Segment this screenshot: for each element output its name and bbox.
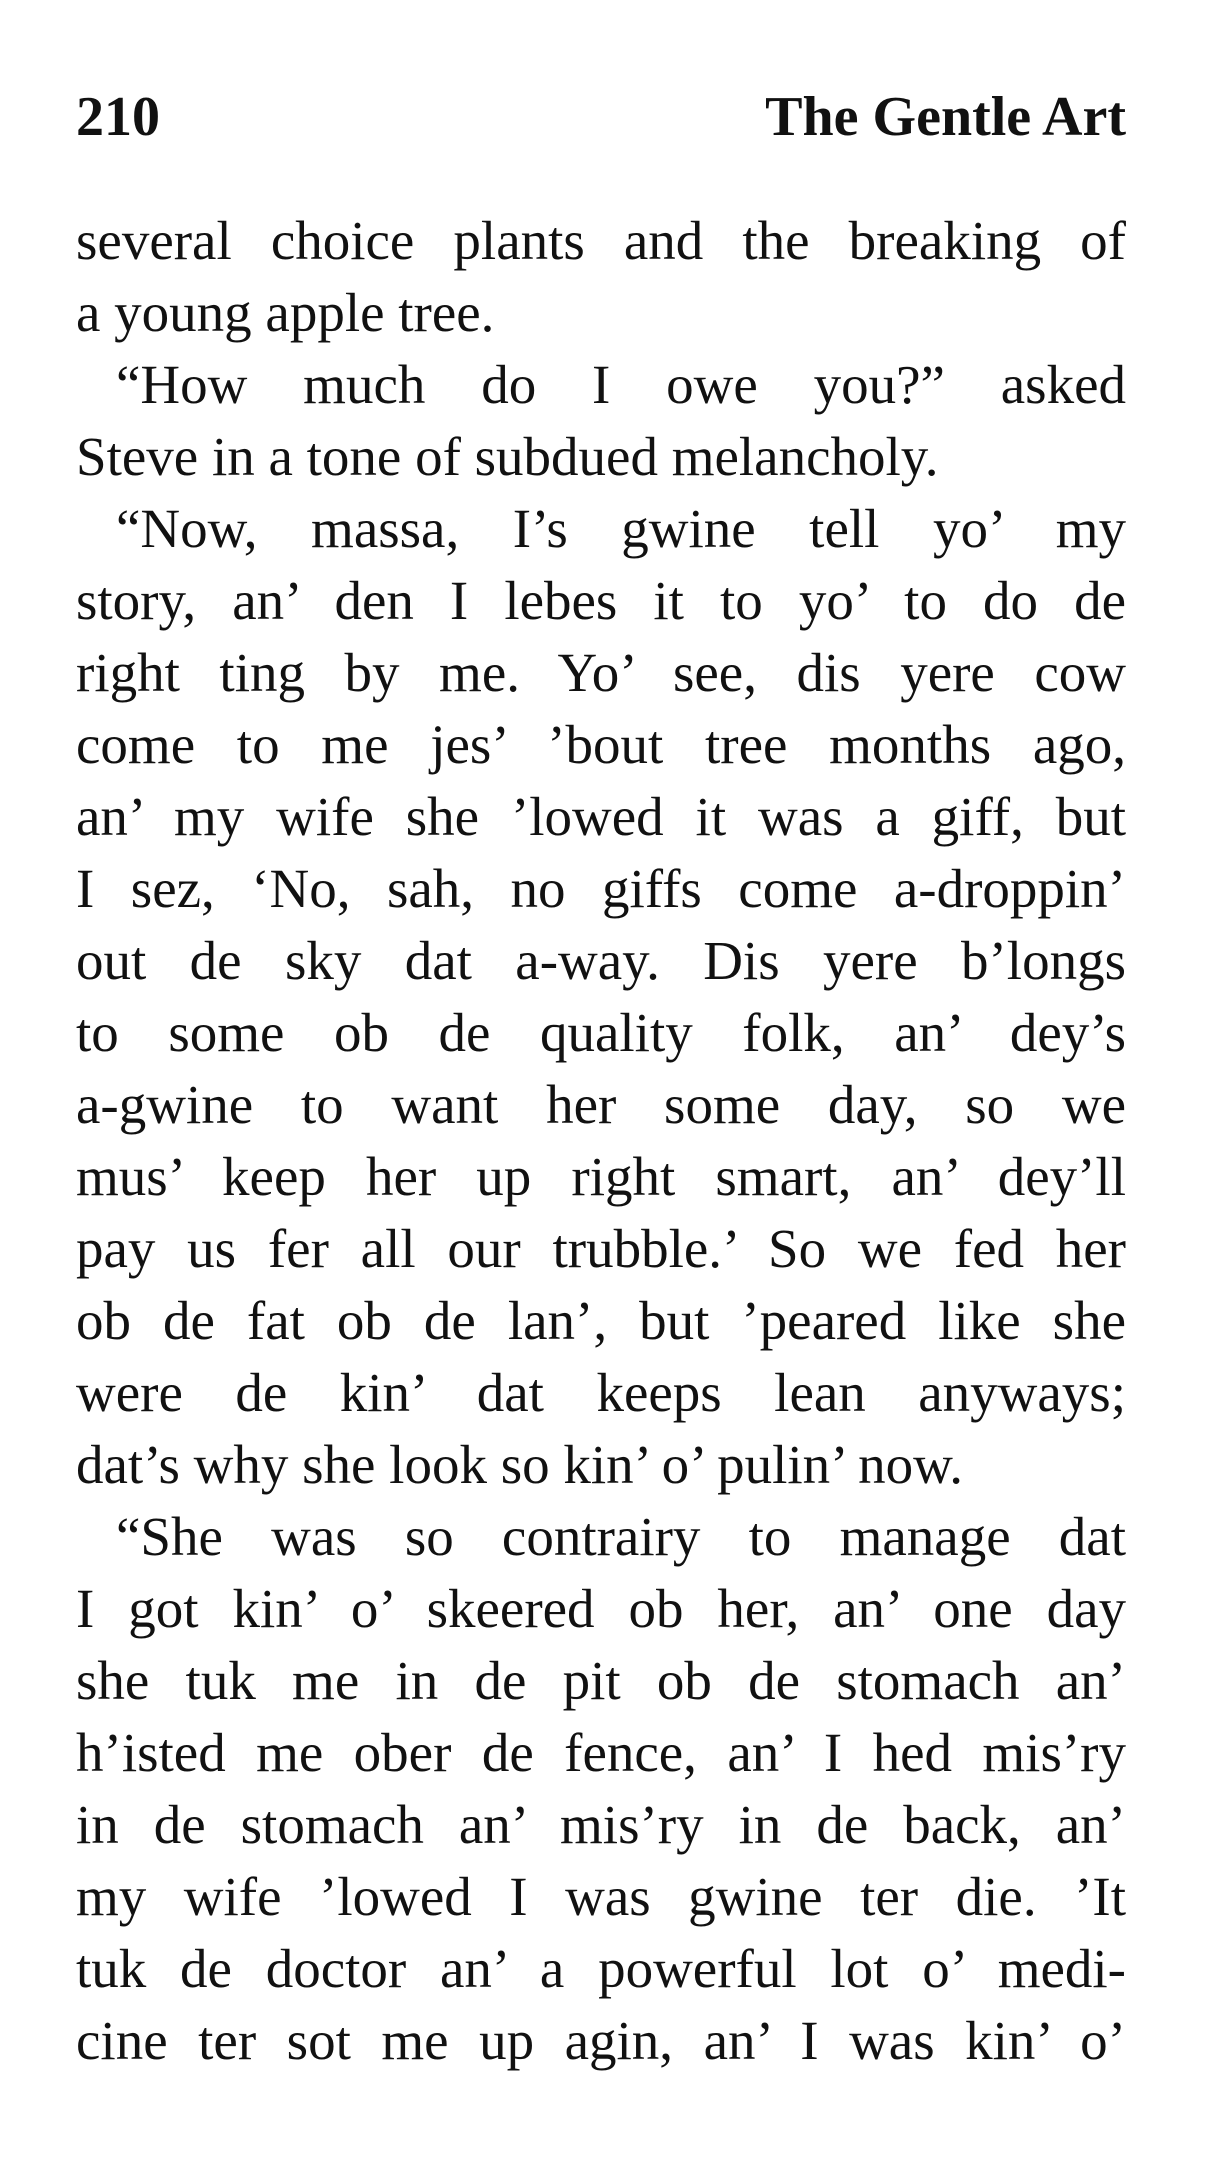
running-head [76, 82, 1126, 152]
text-line: ob de fat ob de lan’, but ’peared like she [76, 1290, 1126, 1351]
paragraph [76, 349, 1126, 493]
text-line: were de kin’ dat keeps lean anyways; [76, 1362, 1126, 1423]
text-line: right ting by me. Yo’ see, dis yere cow [76, 642, 1126, 703]
text-line: “How much do I owe you?” asked [116, 354, 1126, 415]
text-line: out de sky dat a-way. Dis yere b’longs [76, 930, 1126, 991]
text-line: story, an’ den I lebes it to yo’ to do de [76, 570, 1126, 631]
paragraph [76, 493, 1126, 1501]
text-line: I sez, ‘No, sah, no giffs come a-droppin’ [76, 858, 1126, 919]
paragraph [76, 1501, 1126, 2077]
text-line: to some ob de quality folk, an’ dey’s [76, 1002, 1126, 1063]
text-line: h’isted me ober de fence, an’ I hed mis’ry [76, 1722, 1126, 1783]
text-line: she tuk me in de pit ob de stomach an’ [76, 1650, 1126, 1711]
text-line: a young apple tree. [76, 282, 495, 343]
page-number: 210 [76, 86, 160, 148]
running-title: The Gentle Art [765, 86, 1126, 148]
body-text [76, 205, 1126, 2077]
text-line: “Now, massa, I’s gwine tell yo’ my [116, 498, 1126, 559]
text-line: Steve in a tone of subdued melancholy. [76, 426, 939, 487]
text-line: a-gwine to want her some day, so we [76, 1074, 1126, 1135]
text-line: cine ter sot me up agin, an’ I was kin’ o’ [76, 2010, 1126, 2071]
text-line: tuk de doctor an’ a powerful lot o’ medi- [76, 1938, 1126, 1999]
text-line: my wife ’lowed I was gwine ter die. ’It [76, 1866, 1126, 1927]
text-line: dat’s why she look so kin’ o’ pulin’ now. [76, 1434, 964, 1495]
text-line: an’ my wife she ’lowed it was a giff, but [76, 786, 1126, 847]
text-line: mus’ keep her up right smart, an’ dey’ll [76, 1146, 1126, 1207]
text-line: I got kin’ o’ skeered ob her, an’ one day [76, 1578, 1126, 1639]
text-line: “She was so contrairy to manage dat [116, 1506, 1126, 1567]
paragraph [76, 205, 1126, 349]
text-line: pay us fer all our trubble.’ So we fed her [76, 1218, 1126, 1279]
text-line: come to me jes’ ’bout tree months ago, [76, 714, 1126, 775]
text-line: in de stomach an’ mis’ry in de back, an’ [76, 1794, 1126, 1855]
text-line: several choice plants and the breaking of [76, 210, 1126, 271]
